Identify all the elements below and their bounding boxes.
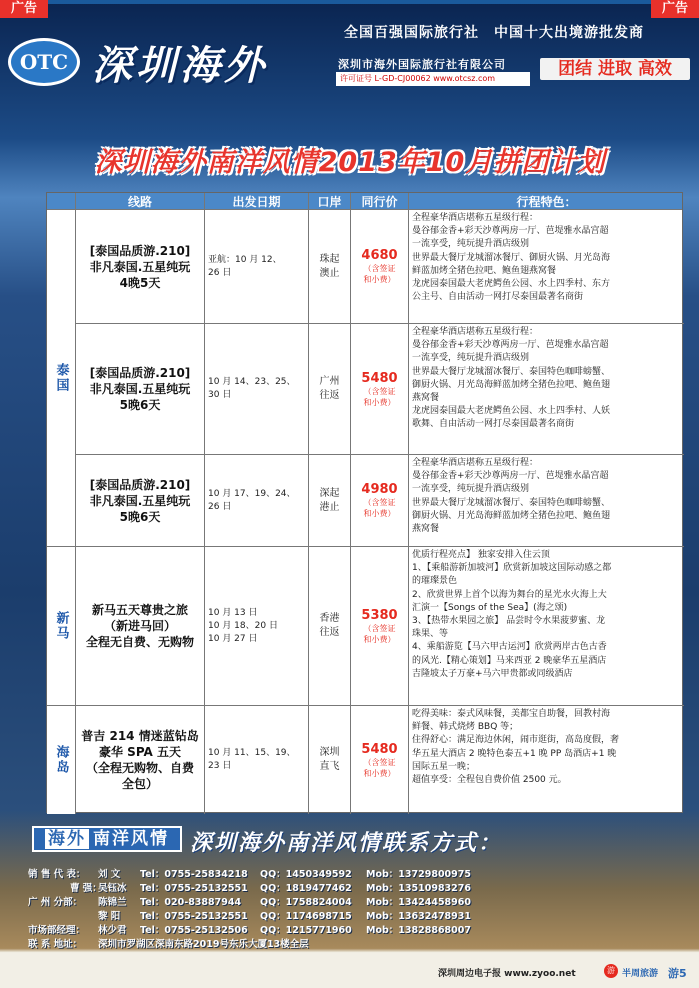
header-route: 线路	[76, 193, 205, 209]
date-line: 30 日	[208, 390, 232, 400]
feature-line: 优质行程亮点】 独家安排入住云顶	[412, 550, 550, 560]
price-note: 和小费）	[363, 509, 396, 518]
contact-q[interactable]: QQ：1819477462	[260, 883, 352, 894]
contact-title: 深圳海外南洋风情联系方式：	[190, 831, 503, 856]
route-line: 全程无自费、无购物	[85, 635, 194, 649]
feature-line: 全程豪华酒店堪称五星级行程：	[412, 458, 539, 468]
contact-m[interactable]: Mob：13424458960	[366, 897, 471, 908]
header-price: 同行价	[351, 193, 409, 209]
contact-t[interactable]: Tel：0755-25132506	[140, 925, 248, 936]
region-island: 海岛	[47, 706, 76, 814]
feature-line: 汇演一【Songs of the Sea】(海之颂)	[412, 602, 568, 613]
contact-t[interactable]: Tel：0755-25132551	[140, 883, 248, 894]
route-cell	[76, 210, 205, 323]
port-line: 珠起	[319, 253, 340, 265]
price-cell	[351, 210, 409, 323]
route-cell	[76, 324, 205, 454]
route-line: 5晚6天	[119, 509, 161, 524]
feature-line: 的璀璨景色	[412, 576, 458, 587]
port-line: 港止	[319, 501, 340, 513]
route-line: 非凡泰国.五星纯玩	[89, 382, 191, 396]
table-row	[76, 706, 684, 814]
features-cell	[409, 455, 684, 546]
feature-line: 鲜餐、韩式烧烤 BBQ 等；	[412, 722, 519, 733]
feature-line: 一流享受，纯玩提升酒店级别	[412, 484, 530, 495]
date-line: 10 月 27 日	[208, 633, 258, 644]
price-cell	[351, 455, 409, 546]
contact-c: 吴钰冰	[98, 883, 127, 894]
feature-line: 龙虎园泰国最大老虎鳄鱼公园、水上四季村、东方	[412, 279, 611, 290]
contact-badge	[32, 826, 182, 852]
price-cell	[351, 706, 409, 814]
contact-q[interactable]: QQ：1215771960	[260, 925, 352, 936]
route-line: 普吉 214 情迷蓝钻岛	[81, 729, 199, 743]
contact-t[interactable]: Tel：0755-25132551	[140, 911, 248, 922]
route-line: 4晚5天	[119, 275, 161, 290]
license-line[interactable]: 许可证号 L-GD-CJ00062 www.otcsz.com	[336, 72, 530, 86]
feature-line: 3、【热带水果园之旅】 品尝时令水果菠萝蜜、龙	[412, 616, 606, 627]
feature-line: 吃得美味：泰式风味餐，美都宝自助餐，回教村海	[412, 709, 611, 719]
feature-line: 住得舒心：满足海边休闲，闹市逛街，高岛度假，奢	[412, 735, 620, 746]
dates-cell	[205, 455, 309, 546]
feature-line: 1、【乘船游新加坡河】欣赏新加坡这国际动感之都	[412, 563, 612, 574]
header-blank	[47, 193, 76, 209]
contact-m[interactable]: Mob：13729800975	[366, 869, 471, 880]
badge-part-a: 海外	[45, 829, 89, 849]
feature-line: 华五星大酒店 2 晚特色泰五+1 晚 PP 岛酒店+1 晚	[412, 748, 617, 759]
price-note: 和小费）	[363, 768, 396, 778]
contact-b: 曹 强：	[70, 883, 102, 894]
port-line: 香港	[319, 613, 340, 624]
date-line: 10 月 13 日	[208, 607, 258, 618]
table-row	[76, 210, 684, 324]
dates-cell	[205, 706, 309, 814]
contact-m[interactable]: Mob：13510983276	[366, 883, 471, 894]
contact-a: 广 州 分部：	[28, 897, 83, 908]
brand-title: 深圳海外	[92, 43, 268, 89]
ad-tag-right[interactable]: 广告	[651, 0, 699, 18]
feature-line: 国际五星一晚；	[412, 761, 476, 772]
footer-links[interactable]: 深圳周边电子报 www.zyoo.net	[438, 969, 576, 979]
price-value: 4980	[361, 482, 398, 497]
contact-a: 市场部经理：	[28, 925, 86, 936]
table-row	[76, 324, 684, 455]
port-line: 深圳	[319, 747, 340, 758]
price-note: （含签证	[363, 623, 396, 633]
route-line: 非凡泰国.五星纯玩	[89, 493, 191, 508]
contact-m[interactable]: Mob：13828868007	[366, 925, 471, 936]
date-line: 10 月 18、20 日	[208, 620, 278, 631]
route-cell	[76, 455, 205, 546]
feature-line: 全程豪华酒店堪称五星级行程：	[412, 327, 539, 337]
table-row	[76, 455, 684, 547]
feature-line: 鲜蓝加烤全猪色拉吧、鲍鱼翅燕窝餐	[412, 265, 557, 276]
footer-badge: 游	[604, 964, 618, 978]
price-value: 5480	[361, 370, 398, 386]
price-note: （含签证	[363, 498, 396, 507]
price-note: 和小费）	[363, 275, 396, 284]
feature-line: 燕窝餐	[412, 524, 440, 535]
contact-t[interactable]: Tel：020-83887944	[140, 897, 242, 908]
contact-m[interactable]: Mob：13632478931	[366, 911, 471, 922]
port-line: 澳止	[319, 267, 340, 279]
feature-line: 曼谷郁金香+彩天沙尊两房一厅、芭堤雅水晶宫超	[412, 340, 609, 351]
contact-b: 黎 阳	[98, 911, 121, 922]
route-line: 豪华 SPA 五天	[99, 745, 181, 759]
company-name: 深圳市海外国际旅行社有限公司	[338, 58, 506, 71]
page-number: 游5	[668, 967, 687, 980]
feature-line: 全程豪华酒店堪称五星级行程：	[412, 213, 539, 223]
feature-line: 珠果、等	[412, 629, 449, 640]
feature-line: 吉隆坡太子万豪+马六甲贵都或同级酒店	[412, 668, 573, 679]
contact-a: 销 售 代 表：	[28, 869, 86, 880]
contact-q[interactable]: QQ：1450349592	[260, 869, 352, 880]
feature-line: 世界最大餐厅龙城溜冰餐厅、泰国特色咖啡螃蟹、	[412, 497, 611, 508]
feature-line: 曼谷郁金香+彩天沙尊两房一厅、芭堤雅水晶宫超	[412, 471, 609, 482]
date-line: 10 月 17、19、24、	[208, 488, 296, 499]
date-line: 26 日	[208, 501, 232, 512]
feature-line: 4、乘船游览【马六甲古运河】欣赏两岸古色古香	[412, 642, 607, 653]
features-cell	[409, 706, 684, 814]
route-line: 新马五天尊贵之旅	[91, 603, 188, 617]
features-cell	[409, 324, 684, 454]
price-value: 5380	[361, 607, 398, 623]
otc-logo: OTC	[8, 38, 80, 86]
contact-b: 刘 文	[98, 869, 121, 880]
date-line: 26 日	[208, 267, 232, 278]
feature-line: 曼谷郁金香+彩天沙尊两房一厅、芭堤雅水晶宫超	[412, 226, 609, 237]
feature-line: 御厨火锅、月光岛海鲜蓝加烤全猪色拉吧、鲍鱼翅	[412, 379, 611, 390]
contact-q[interactable]: QQ：1758824004	[260, 897, 352, 908]
header-date: 出发日期	[205, 193, 309, 209]
feature-line: 龙虎园泰国最大老虎鳄鱼公园、水上四季村、人妖	[412, 406, 611, 417]
route-line: 全包）	[121, 777, 158, 791]
feature-line: 世界最大餐厅龙城溜冰餐厅、泰国特色咖啡螃蟹、	[412, 366, 611, 377]
price-cell	[351, 547, 409, 705]
header-features: 行程特色：	[516, 194, 577, 209]
feature-line: 的风光.【精心策划】马来西亚 2 晚豪华五星酒店	[412, 655, 607, 666]
dates-cell	[205, 547, 309, 705]
date-line: 亚航：10 月 12、	[208, 254, 282, 265]
route-line: [泰国品质游.210]	[89, 477, 191, 492]
feature-line: 公主号、自由活动一网打尽泰国最著名商街	[412, 292, 584, 303]
port-line: 广州	[319, 376, 340, 387]
price-note: 和小费）	[363, 397, 396, 407]
feature-line: 2、欣赏世界上首个以海为舞台的星光水火海上大	[412, 589, 607, 600]
feature-line: 燕窝餐	[412, 393, 440, 404]
route-line: [泰国品质游.210]	[89, 243, 191, 258]
header-slogan: 全国百强国际旅行社 中国十大出境游批发商	[344, 25, 644, 41]
price-value: 4680	[361, 248, 398, 263]
contact-q[interactable]: QQ：1174698715	[260, 911, 352, 922]
top-strip	[48, 0, 651, 4]
page-title: 深圳海外南洋风情2013年10月拼团计划	[94, 147, 606, 178]
date-line: 10 月 11、15、19、	[208, 748, 296, 758]
features-cell	[409, 210, 684, 323]
port-line: 往返	[319, 390, 340, 401]
contact-t[interactable]: Tel：0755-25834218	[140, 869, 248, 880]
contact-a: 联 系 地址：	[28, 939, 83, 950]
dates-cell	[205, 324, 309, 454]
route-cell	[76, 547, 205, 705]
feature-line: 世界最大餐厅龙城溜冰餐厅、御厨火锅、月光岛海	[412, 252, 611, 263]
table-row	[76, 547, 684, 706]
dates-cell	[205, 210, 309, 323]
route-line: 非凡泰国.五星纯玩	[89, 259, 191, 274]
port-line: 深起	[319, 487, 340, 499]
port-cell	[309, 706, 351, 814]
port-cell	[309, 547, 351, 705]
feature-line: 一流享受，纯玩提升酒店级别	[412, 239, 530, 250]
contact-b: 陈锦兰	[98, 897, 127, 908]
route-cell	[76, 706, 205, 814]
contact-b: 深圳市罗湖区深南东路2019号东乐大厦13楼全层	[98, 939, 309, 950]
route-line: （新进马回）	[103, 619, 176, 633]
feature-line: 超值享受：全程包自费价值 2500 元。	[412, 775, 567, 786]
motto-badge: 团结 进取 高效	[540, 58, 690, 80]
table-header-row	[47, 193, 682, 210]
route-line: （全程无购物、自费	[85, 761, 194, 775]
feature-line: 御厨火锅、月光岛海鲜蓝加烤全猪色拉吧、鲍鱼翅	[412, 510, 611, 521]
port-cell	[309, 210, 351, 323]
port-cell	[309, 324, 351, 454]
price-value: 5480	[361, 741, 398, 757]
feature-line: 一流享受，纯玩提升酒店级别	[412, 353, 530, 364]
price-note: （含签证	[363, 386, 396, 396]
port-line: 往返	[319, 627, 340, 638]
price-note: （含签证	[363, 757, 396, 767]
region-singapore-malaysia: 新马	[47, 547, 76, 706]
region-thailand: 泰国	[47, 210, 76, 547]
badge-part-b: 南洋风情	[93, 829, 169, 849]
route-line: 5晚6天	[119, 398, 161, 412]
price-note: （含签证	[363, 264, 396, 273]
tour-table	[46, 192, 683, 813]
footer-bar	[0, 956, 699, 988]
header-port: 口岸	[309, 193, 351, 209]
port-cell	[309, 455, 351, 546]
price-cell	[351, 324, 409, 454]
footer-brand: 半周旅游	[622, 969, 659, 979]
features-cell	[409, 547, 684, 705]
date-line: 10 月 14、23、25、	[208, 377, 296, 387]
date-line: 23 日	[208, 761, 232, 771]
contact-b: 林少君	[98, 925, 127, 936]
port-line: 直飞	[319, 761, 340, 772]
price-note: 和小费）	[363, 634, 396, 644]
route-line: [泰国品质游.210]	[89, 366, 191, 380]
feature-line: 歌舞、自由活动一网打尽泰国最著名商街	[412, 419, 575, 430]
ad-tag-left[interactable]: 广告	[0, 0, 48, 18]
